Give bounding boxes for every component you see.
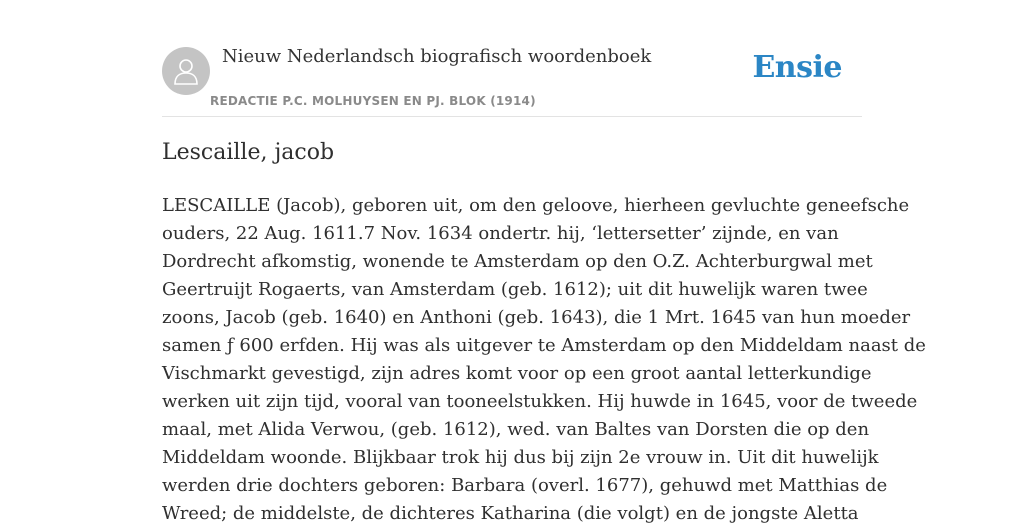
entry-body-line: Dordrecht afkomstig, wonende te Amsterdam op den O.Z. Achterburgwal met bbox=[162, 251, 873, 272]
source-header bbox=[162, 0, 862, 117]
source-editors: REDACTIE P.C. MOLHUYSEN EN PJ. BLOK (1914) bbox=[210, 94, 536, 108]
entry-body-line: samen ƒ 600 erfden. Hij was als uitgever te Amsterdam op den Middeldam naast de bbox=[162, 335, 926, 356]
entry-body-line: ouders, 22 Aug. 1611.7 Nov. 1634 ondertr. hij, ‘lettersetter’ zijnde, en van bbox=[162, 223, 839, 244]
entry-body-line: zoons, Jacob (geb. 1640) en Anthoni (geb. 1643), die 1 Mrt. 1645 van hun moeder bbox=[162, 307, 911, 328]
entry-title: Lescaille, jacob bbox=[162, 140, 335, 165]
entry-body-line: werken uit zijn tijd, vooral van tooneelstukken. Hij huwde in 1645, voor de tweede bbox=[162, 391, 918, 412]
entry-body-line: LESCAILLE (Jacob), geboren uit, om den geloove, hierheen gevluchte geneefsche bbox=[162, 195, 910, 216]
entry-body-line: maal, met Alida Verwou, (geb. 1612), wed. van Baltes van Dorsten die op den bbox=[162, 419, 870, 440]
entry-body-line: Geertruijt Rogaerts, van Amsterdam (geb. 1612); uit dit huwelijk waren twee bbox=[162, 279, 868, 300]
entry-body-line: werden drie dochters geboren: Barbara (overl. 1677), gehuwd met Matthias de bbox=[162, 475, 888, 496]
user-icon bbox=[173, 57, 199, 85]
avatar[interactable] bbox=[162, 47, 210, 95]
entry-body-line: Vischmarkt gevestigd, zijn adres komt voor op een groot aantal letterkundige bbox=[162, 363, 872, 384]
entry-body-line: Middeldam woonde. Blijkbaar trok hij dus bij zijn 2e vrouw in. Uit dit huwelijk bbox=[162, 447, 879, 468]
ensie-logo[interactable]: Ensie bbox=[752, 50, 842, 85]
page-container bbox=[162, 0, 926, 524]
source-title[interactable]: Nieuw Nederlandsch biografisch woordenboek bbox=[222, 46, 652, 67]
entry-body-line: Wreed; de middelste, de dichteres Katharina (die volgt) en de jongste Aletta bbox=[162, 503, 859, 524]
entry-body bbox=[162, 192, 926, 528]
